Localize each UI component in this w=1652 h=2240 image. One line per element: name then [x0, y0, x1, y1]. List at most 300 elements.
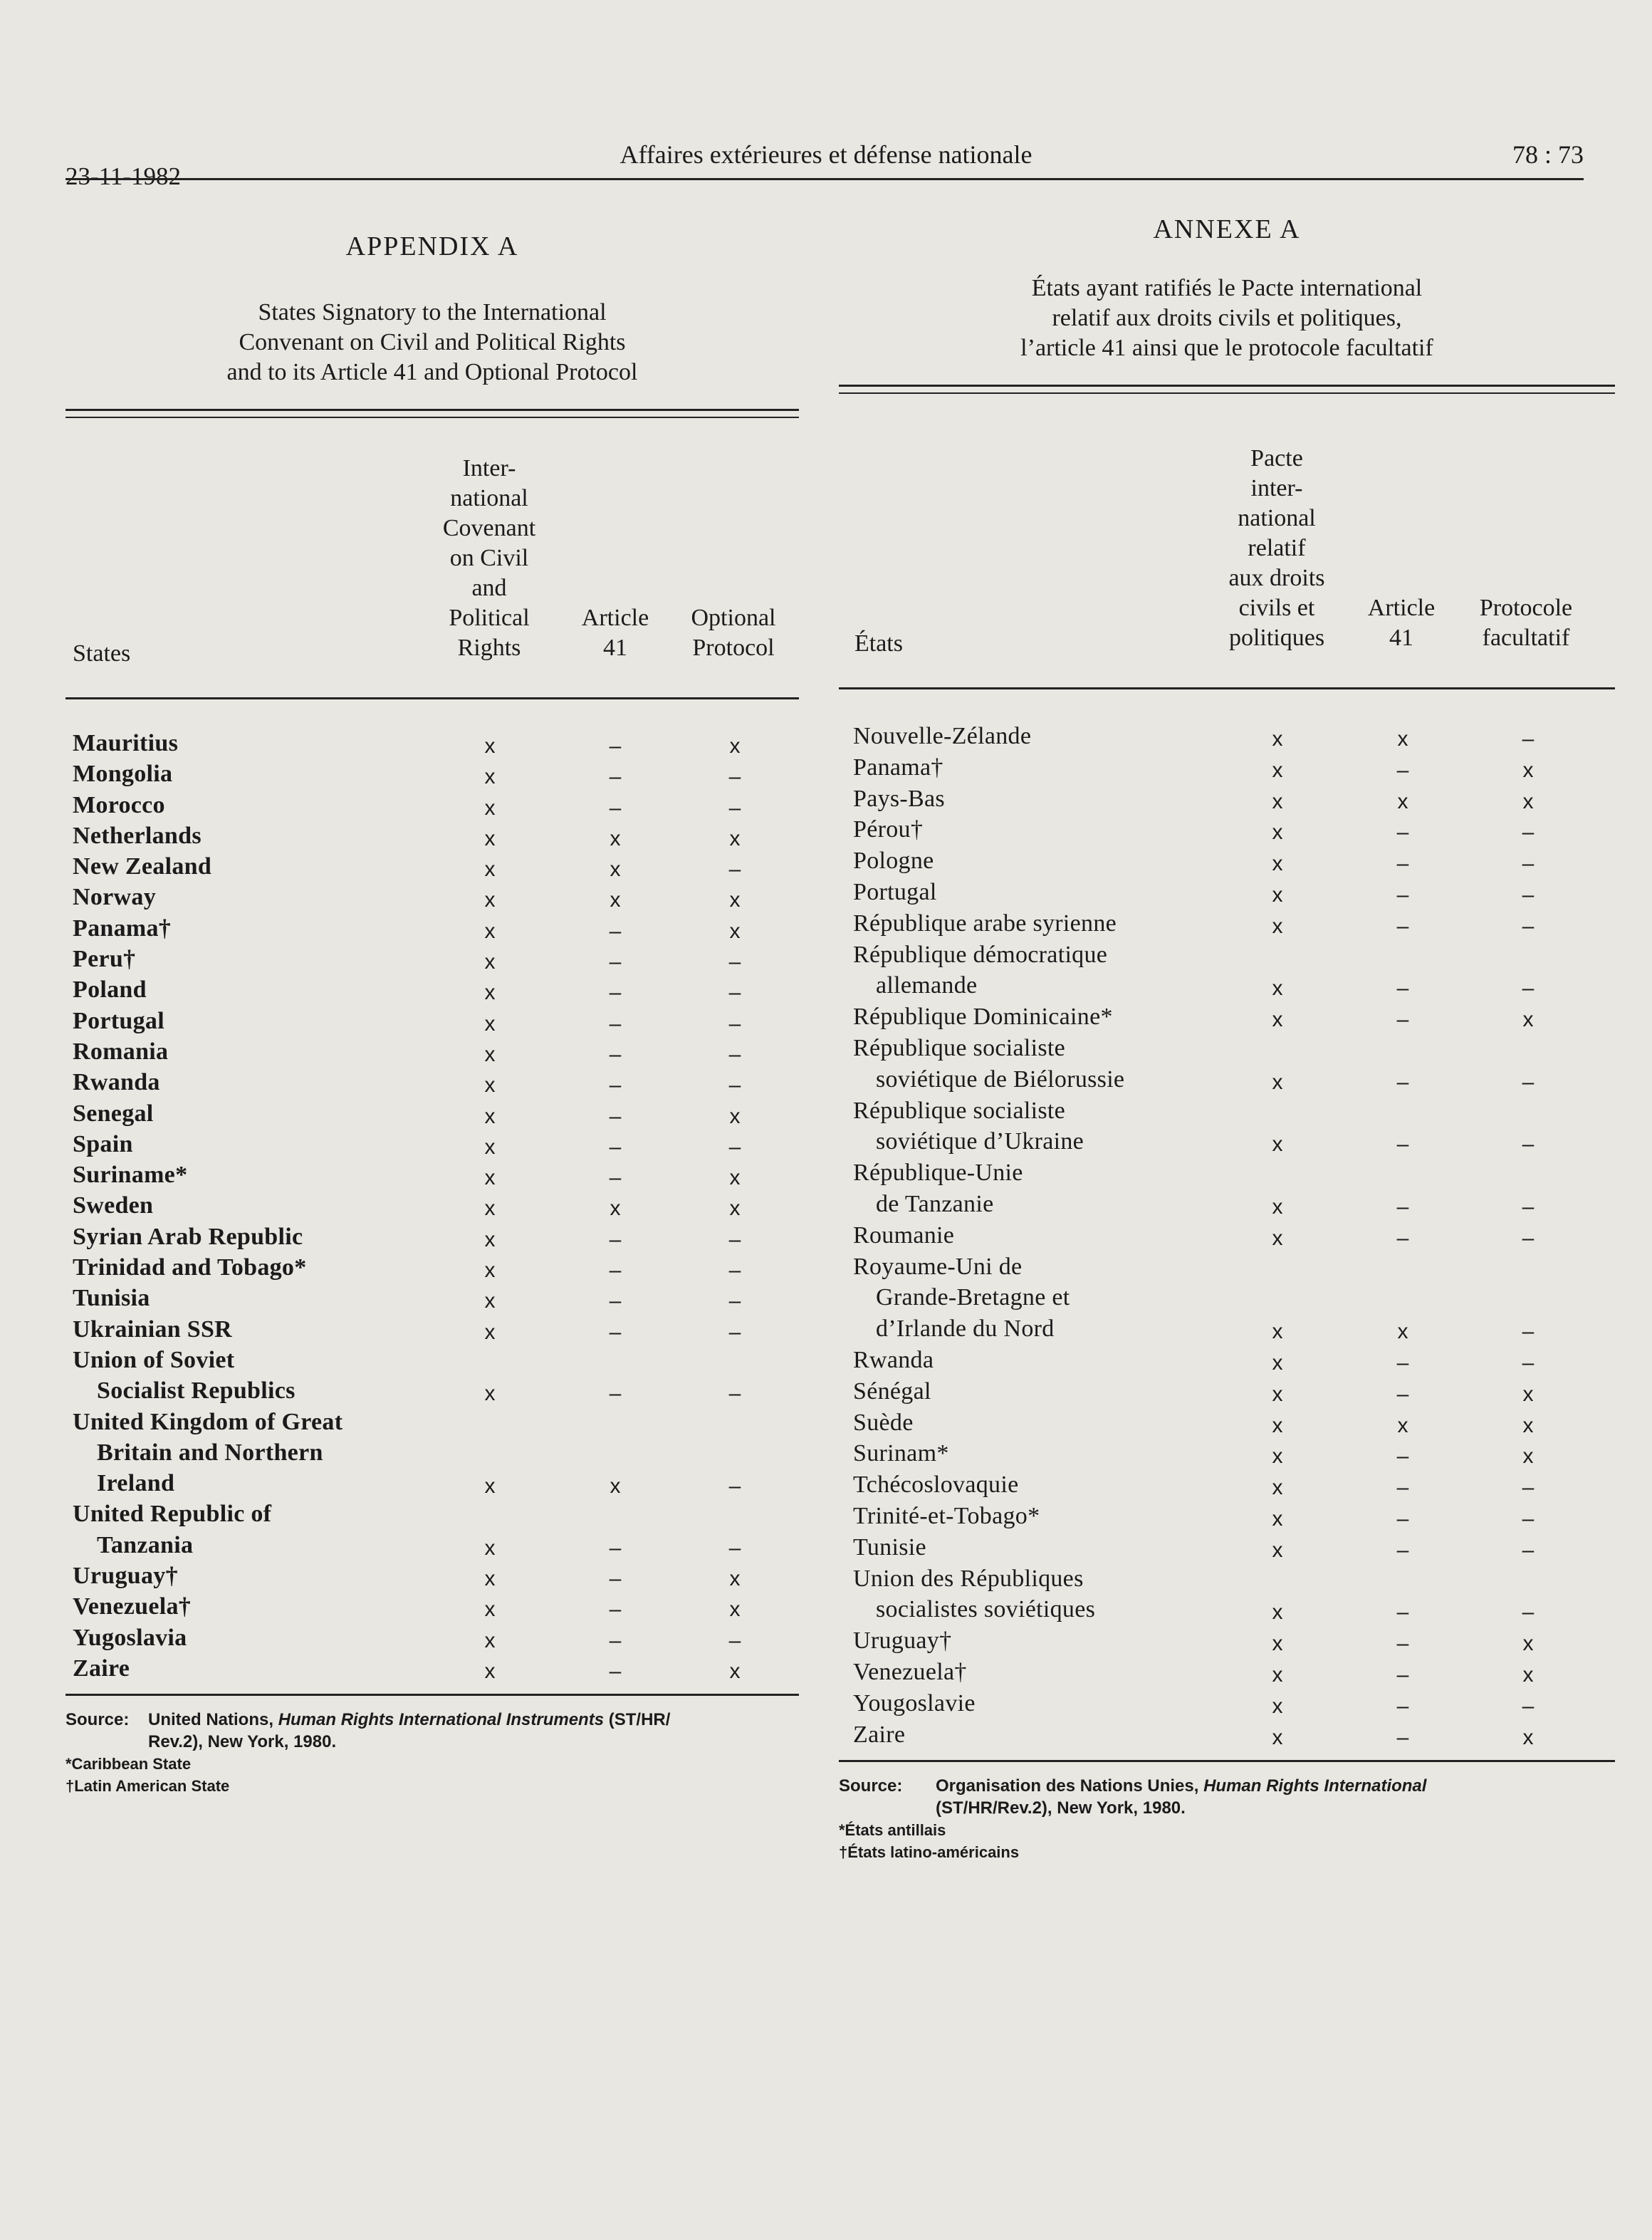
table-row	[839, 1126, 1615, 1157]
table-row	[839, 1033, 1615, 1064]
protocol-mark: x	[1522, 1444, 1534, 1469]
table-row	[66, 1098, 799, 1129]
article-41-mark: –	[609, 1628, 622, 1652]
covenant-mark: x	[484, 1197, 496, 1221]
state-name: Venezuela†	[853, 1658, 967, 1685]
protocol-mark: x	[1522, 1725, 1534, 1749]
source-text: United Nations,	[148, 1710, 274, 1730]
covenant-mark: x	[1272, 1350, 1283, 1375]
protocol-mark: x	[729, 734, 741, 758]
subtitle-line: States Signatory to the International	[258, 299, 607, 325]
state-name: Portugal	[853, 878, 937, 905]
table-row	[839, 1532, 1615, 1563]
state-name: Syrian Arab Republic	[73, 1223, 303, 1250]
article-41-mark: –	[1396, 1008, 1409, 1032]
protocol-mark: –	[728, 1628, 741, 1652]
state-name: allemande	[876, 972, 978, 999]
state-name: Trinidad and Tobago*	[73, 1254, 307, 1281]
protocol-mark: x	[729, 1104, 741, 1128]
table-row	[66, 1252, 799, 1283]
state-name: Nouvelle-Zélande	[853, 723, 1032, 749]
table-row	[839, 814, 1615, 845]
article-41-mark: x	[610, 1474, 621, 1499]
protocol-mark: x	[729, 1166, 741, 1190]
protocol-mark: –	[728, 796, 741, 820]
article-41-mark: –	[609, 1166, 622, 1190]
article-41-mark: –	[1396, 1662, 1409, 1687]
state-name: République-Unie	[853, 1160, 1023, 1187]
protocol-mark: x	[729, 1659, 741, 1683]
protocol-mark: –	[1522, 852, 1535, 876]
table-row	[66, 1622, 799, 1653]
article-41-mark: –	[609, 950, 622, 974]
covenant-mark: x	[484, 1042, 496, 1066]
table-row	[66, 944, 799, 974]
protocol-mark: x	[1522, 1662, 1534, 1687]
article-41-mark: x	[1397, 1320, 1408, 1344]
article-41-mark: x	[610, 826, 621, 850]
article-41-mark: –	[1396, 1600, 1409, 1625]
table-row	[66, 1190, 799, 1221]
table-row	[839, 1688, 1615, 1719]
protocol-mark: –	[728, 1382, 741, 1406]
covenant-mark: x	[484, 919, 496, 943]
table-header	[66, 427, 799, 697]
table-row	[839, 783, 1615, 815]
protocol-mark: x	[729, 888, 741, 912]
header-line: Inter-	[462, 455, 516, 481]
table-row	[66, 1129, 799, 1160]
state-name: Portugal	[73, 1007, 164, 1034]
covenant-mark: x	[484, 888, 496, 912]
table-bottom-rule	[839, 1760, 1615, 1762]
article-41-mark: –	[1396, 1725, 1409, 1749]
header-line: Covenant	[442, 515, 536, 541]
source-note	[839, 1775, 1615, 1819]
covenant-mark: x	[1272, 727, 1283, 751]
covenant-mark: x	[484, 734, 496, 758]
protocol-mark: x	[1522, 758, 1534, 782]
covenant-mark: x	[1272, 1538, 1283, 1562]
covenant-mark: x	[1272, 1194, 1283, 1219]
covenant-mark: x	[484, 950, 496, 974]
state-name: République socialiste	[853, 1097, 1066, 1124]
protocol-mark: –	[1522, 976, 1535, 1001]
header-line: Pacte	[1250, 445, 1303, 472]
article-41-mark: –	[609, 1382, 622, 1406]
article-41-mark: –	[1396, 852, 1409, 876]
source-note	[66, 1709, 799, 1753]
header-line: politiques	[1228, 625, 1325, 651]
article-41-mark: –	[1396, 1132, 1409, 1157]
table-row	[839, 1625, 1615, 1657]
source-label: Source:	[839, 1776, 903, 1796]
table-row	[839, 1719, 1615, 1751]
state-name: Union des Républiques	[853, 1565, 1084, 1592]
header-protocol	[1451, 593, 1601, 653]
state-name: Tunisie	[853, 1533, 926, 1561]
article-41-mark: x	[610, 1197, 621, 1221]
state-name: Socialist Republics	[97, 1377, 296, 1405]
covenant-mark: x	[484, 826, 496, 850]
state-name: Pérou†	[853, 816, 924, 843]
covenant-mark: x	[484, 1289, 496, 1313]
source-text: (ST/HR/	[608, 1710, 671, 1730]
state-name: Tanzania	[97, 1531, 194, 1558]
article-41-mark: –	[609, 1011, 622, 1036]
table-row	[66, 1437, 799, 1468]
table-row	[66, 1591, 799, 1622]
state-name: Rwanda	[853, 1346, 934, 1373]
table-row	[839, 1657, 1615, 1688]
article-41-mark: –	[1396, 758, 1409, 782]
table-row	[839, 1095, 1615, 1127]
article-41-mark: –	[609, 796, 622, 820]
footnote: †États latino-américains	[839, 1843, 1020, 1862]
article-41-mark: x	[1397, 789, 1408, 813]
article-41-mark: –	[1396, 1382, 1409, 1406]
covenant-mark: x	[1272, 1476, 1283, 1500]
header-protocol	[662, 603, 805, 663]
table-row	[839, 1157, 1615, 1189]
protocol-mark: –	[728, 1227, 741, 1251]
covenant-mark: x	[484, 1259, 496, 1283]
header-date: 23-11-1982	[66, 162, 182, 190]
state-name: Suède	[853, 1409, 914, 1436]
table-body	[66, 728, 799, 1684]
covenant-mark: x	[1272, 1226, 1283, 1250]
state-name: Roumanie	[853, 1221, 955, 1249]
article-41-mark: –	[609, 981, 622, 1005]
state-name: United Republic of	[73, 1501, 272, 1528]
table-row	[66, 1468, 799, 1499]
table-header	[839, 402, 1615, 687]
covenant-mark: x	[1272, 789, 1283, 813]
article-41-mark: –	[609, 1289, 622, 1313]
header-states: États	[854, 630, 903, 657]
article-41-mark: –	[609, 734, 622, 758]
footnote: †Latin American State	[66, 1777, 230, 1796]
table-row	[839, 1438, 1615, 1469]
french-column	[839, 214, 1615, 1863]
article-41-mark: –	[1396, 1476, 1409, 1500]
protocol-mark: –	[728, 1320, 741, 1344]
appendix-title: APPENDIX A	[345, 231, 519, 261]
table-row	[839, 1501, 1615, 1532]
header-line: national	[1238, 505, 1316, 531]
protocol-mark: –	[728, 1474, 741, 1499]
protocol-mark: –	[728, 1259, 741, 1283]
covenant-mark: x	[1272, 1694, 1283, 1718]
table-row	[839, 908, 1615, 939]
state-name: Mongolia	[73, 761, 173, 788]
header-article	[558, 603, 672, 663]
state-name: Yugoslavia	[73, 1624, 187, 1651]
covenant-mark: x	[1272, 1320, 1283, 1344]
state-name: Morocco	[73, 791, 165, 818]
covenant-mark: x	[1272, 882, 1283, 907]
table-row	[839, 1282, 1615, 1313]
article-41-mark: –	[1396, 1538, 1409, 1562]
header-covenant	[400, 454, 578, 663]
table-row	[66, 790, 799, 821]
state-name: Trinité-et-Tobago*	[853, 1502, 1040, 1529]
table-row	[839, 1313, 1615, 1345]
article-41-mark: –	[609, 1567, 622, 1591]
state-name: New Zealand	[73, 853, 212, 880]
article-41-mark: –	[1396, 821, 1409, 845]
protocol-mark: x	[729, 826, 741, 850]
article-41-mark: –	[1396, 1226, 1409, 1250]
header-line: national	[450, 485, 528, 511]
article-41-mark: x	[1397, 1413, 1408, 1437]
state-name: Yougoslavie	[853, 1689, 976, 1717]
article-41-mark: –	[609, 765, 622, 789]
subtitle-line: États ayant ratifiés le Pacte international	[1031, 275, 1423, 301]
covenant-mark: x	[484, 1536, 496, 1560]
protocol-mark: –	[1522, 1070, 1535, 1094]
table-row	[839, 1407, 1615, 1439]
state-name: soviétique de Biélorussie	[876, 1066, 1125, 1093]
table-top-rule	[839, 385, 1615, 394]
state-name: Uruguay†	[73, 1563, 178, 1590]
protocol-mark: –	[1522, 1226, 1535, 1250]
article-41-mark: x	[610, 858, 621, 882]
protocol-mark: –	[1522, 914, 1535, 938]
protocol-mark: –	[728, 1536, 741, 1560]
source-title: Human Rights International	[1203, 1776, 1427, 1796]
covenant-mark: x	[1272, 1506, 1283, 1531]
state-name: soviétique d’Ukraine	[876, 1128, 1084, 1155]
header-line: on Civil	[449, 545, 529, 571]
state-name: République arabe syrienne	[853, 910, 1117, 937]
table-row	[66, 1375, 799, 1406]
article-41-mark: –	[1396, 882, 1409, 907]
protocol-mark: –	[1522, 1694, 1535, 1718]
covenant-mark: x	[1272, 758, 1283, 782]
header-line: Protocol	[692, 635, 775, 661]
article-41-mark: –	[1396, 1694, 1409, 1718]
table-row	[839, 845, 1615, 877]
covenant-mark: x	[484, 1598, 496, 1622]
protocol-mark: x	[1522, 1382, 1534, 1406]
table-row	[66, 1407, 799, 1437]
state-name: Pays-Bas	[853, 785, 945, 812]
table-row	[839, 1220, 1615, 1251]
english-column	[66, 214, 799, 1797]
protocol-mark: x	[1522, 1008, 1534, 1032]
protocol-mark: –	[1522, 1320, 1535, 1344]
table-row	[66, 1530, 799, 1561]
covenant-mark: x	[1272, 1632, 1283, 1656]
covenant-mark: x	[1272, 1444, 1283, 1469]
protocol-mark: –	[1522, 882, 1535, 907]
protocol-mark: x	[1522, 1632, 1534, 1656]
article-41-mark: –	[1396, 914, 1409, 938]
table-row	[66, 1006, 799, 1036]
state-name: socialistes soviétiques	[876, 1596, 1096, 1623]
table-row	[839, 1064, 1615, 1095]
table-row	[66, 1036, 799, 1067]
state-name: Norway	[73, 884, 156, 911]
header-line: relatif	[1248, 535, 1306, 561]
protocol-mark: –	[1522, 1600, 1535, 1625]
state-name: Surinam*	[853, 1440, 949, 1467]
state-name: Sweden	[73, 1192, 154, 1219]
state-name: Zaire	[853, 1721, 906, 1748]
table-row	[839, 939, 1615, 971]
protocol-mark: –	[1522, 821, 1535, 845]
state-name: Venezuela†	[73, 1593, 192, 1620]
state-name: Royaume-Uni de	[853, 1253, 1023, 1280]
state-name: Ireland	[97, 1470, 175, 1497]
state-name: Mauritius	[73, 730, 179, 756]
table-row	[66, 1345, 799, 1375]
article-41-mark: –	[1396, 976, 1409, 1001]
article-41-mark: x	[1397, 727, 1408, 751]
table-row	[66, 1221, 799, 1252]
covenant-mark: x	[484, 858, 496, 882]
article-41-mark: –	[1396, 1444, 1409, 1469]
covenant-mark: x	[484, 765, 496, 789]
article-41-mark: –	[1396, 1350, 1409, 1375]
article-41-mark: –	[609, 1259, 622, 1283]
table-top-rule	[66, 409, 799, 418]
table-row	[66, 1314, 799, 1345]
article-41-mark: –	[609, 1227, 622, 1251]
header-line: 41	[603, 635, 627, 661]
table-row	[66, 882, 799, 912]
table-row	[66, 1499, 799, 1529]
table-header-rule	[66, 697, 799, 699]
state-name: Britain and Northern	[97, 1439, 323, 1466]
covenant-mark: x	[1272, 1382, 1283, 1406]
header-line: civils et	[1238, 595, 1315, 621]
header-line: inter-	[1250, 475, 1303, 501]
protocol-mark: –	[1522, 1194, 1535, 1219]
table-row	[66, 1283, 799, 1313]
header-line: Article	[1367, 595, 1436, 621]
appendix-subtitle	[66, 298, 799, 387]
state-name: Sénégal	[853, 1377, 931, 1405]
source-text: Rev.2), New York, 1980.	[148, 1732, 337, 1752]
covenant-mark: x	[1272, 976, 1283, 1001]
state-name: Tunisia	[73, 1285, 150, 1312]
state-name: Poland	[73, 976, 147, 1004]
covenant-mark: x	[1272, 1070, 1283, 1094]
source-label: Source:	[66, 1710, 130, 1730]
subtitle-line: Convenant on Civil and Political Rights	[239, 329, 626, 355]
source-title: Human Rights International Instruments	[278, 1710, 605, 1730]
protocol-mark: x	[729, 1598, 741, 1622]
state-name: Grande-Bretagne et	[876, 1284, 1070, 1311]
header-covenant	[1188, 444, 1366, 653]
table-bottom-rule	[66, 1694, 799, 1696]
covenant-mark: x	[1272, 1662, 1283, 1687]
table-row	[839, 1001, 1615, 1033]
protocol-mark: –	[728, 858, 741, 882]
covenant-mark: x	[484, 981, 496, 1005]
table-body	[839, 721, 1615, 1750]
article-41-mark: x	[610, 888, 621, 912]
protocol-mark: –	[1522, 1476, 1535, 1500]
header-line: Optional	[691, 605, 776, 631]
header-line: Article	[581, 605, 649, 631]
state-name: Panama†	[853, 754, 943, 781]
state-name: United Kingdom of Great	[73, 1408, 343, 1435]
covenant-mark: x	[484, 796, 496, 820]
covenant-mark: x	[1272, 852, 1283, 876]
article-41-mark: –	[609, 1598, 622, 1622]
table-row	[839, 877, 1615, 908]
article-41-mark: –	[1396, 1194, 1409, 1219]
header-line: Protocole	[1479, 595, 1573, 621]
covenant-mark: x	[1272, 1725, 1283, 1749]
table-row	[66, 1067, 799, 1098]
state-name: d’Irlande du Nord	[876, 1316, 1055, 1343]
article-41-mark: –	[1396, 1506, 1409, 1531]
covenant-mark: x	[484, 1135, 496, 1159]
covenant-mark: x	[484, 1474, 496, 1499]
table-row	[839, 1563, 1615, 1595]
subtitle-line: l’article 41 ainsi que le protocole facultatif	[1020, 335, 1433, 361]
covenant-mark: x	[1272, 1413, 1283, 1437]
state-name: Rwanda	[73, 1069, 160, 1096]
covenant-mark: x	[484, 1659, 496, 1683]
header-line: Rights	[457, 635, 521, 661]
state-name: Union of Soviet	[73, 1346, 235, 1373]
table-row	[66, 851, 799, 882]
covenant-mark: x	[484, 1567, 496, 1591]
subtitle-line: and to its Article 41 and Optional Protocol	[226, 359, 638, 385]
table-row	[66, 1160, 799, 1190]
state-name: Romania	[73, 1038, 169, 1065]
state-name: Senegal	[73, 1100, 154, 1127]
state-name: République démocratique	[853, 941, 1108, 968]
table-row	[839, 970, 1615, 1001]
state-name: Pologne	[853, 848, 934, 875]
article-41-mark: –	[609, 1659, 622, 1683]
table-row	[839, 1345, 1615, 1376]
header-line: Political	[449, 605, 530, 631]
covenant-mark: x	[484, 1628, 496, 1652]
article-41-mark: –	[1396, 1632, 1409, 1656]
header-article	[1344, 593, 1458, 653]
footnote: *Caribbean State	[66, 1755, 192, 1773]
state-name: Peru†	[73, 946, 136, 973]
covenant-mark: x	[1272, 1132, 1283, 1157]
covenant-mark: x	[1272, 914, 1283, 938]
article-41-mark: –	[609, 1135, 622, 1159]
table-row	[66, 913, 799, 944]
state-name: Panama†	[73, 915, 172, 942]
header-line: and	[471, 575, 507, 601]
header-line: facultatif	[1482, 625, 1570, 651]
table-row	[839, 721, 1615, 752]
article-41-mark: –	[609, 1320, 622, 1344]
state-name: Spain	[73, 1130, 133, 1157]
protocol-mark: –	[1522, 1538, 1535, 1562]
protocol-mark: –	[728, 765, 741, 789]
state-name: Netherlands	[73, 822, 202, 849]
article-41-mark: –	[609, 1104, 622, 1128]
subtitle-line: relatif aux droits civils et politiques,	[1052, 305, 1402, 331]
protocol-mark: –	[728, 1011, 741, 1036]
table-row	[839, 1251, 1615, 1283]
table-row	[839, 1376, 1615, 1407]
appendix-title: ANNEXE A	[1153, 214, 1301, 244]
state-name: Zaire	[73, 1655, 130, 1682]
